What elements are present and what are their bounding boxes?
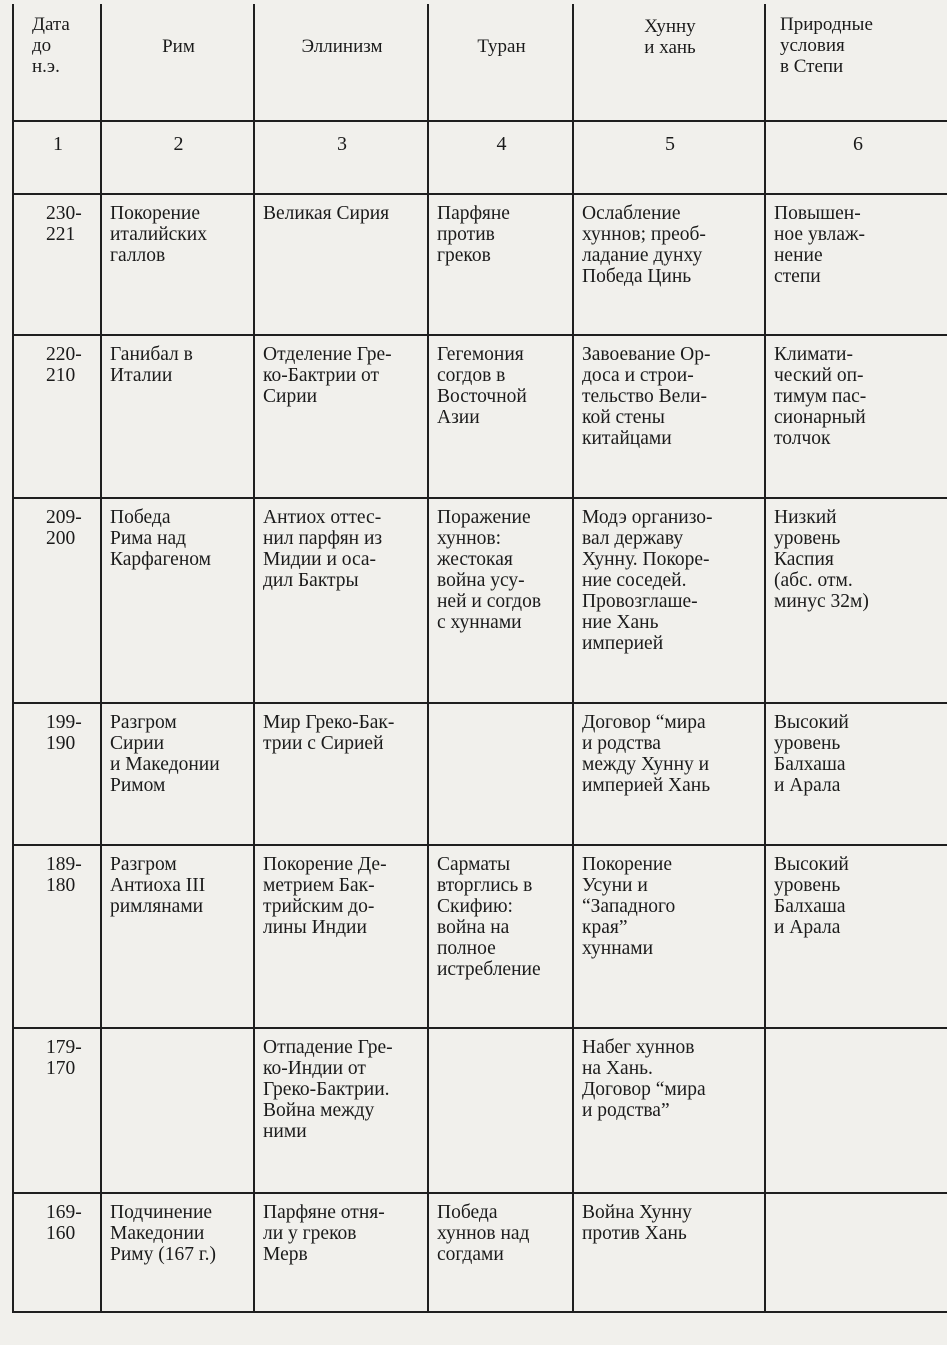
column-number: 6 bbox=[765, 121, 947, 194]
steppe-cell bbox=[765, 1193, 947, 1312]
turan-cell: Парфяне против греков bbox=[428, 194, 573, 335]
header-hellenism: Эллинизм bbox=[254, 4, 428, 121]
hellenism-cell: Великая Сирия bbox=[254, 194, 428, 335]
steppe-cell: Низкий уровень Каспия (абс. отм. минус 32м) bbox=[765, 498, 947, 703]
steppe-cell: Высокий уровень Балхаша и Арала bbox=[765, 845, 947, 1028]
column-number: 1 bbox=[13, 121, 101, 194]
header-date: Дата до н.э. bbox=[13, 4, 101, 121]
date-cell: 230- 221 bbox=[13, 194, 101, 335]
rome-cell: Разгром Антиоха III римлянами bbox=[101, 845, 254, 1028]
date-cell: 209- 200 bbox=[13, 498, 101, 703]
steppe-cell: Высокий уровень Балхаша и Арала bbox=[765, 703, 947, 845]
table-row bbox=[13, 498, 947, 703]
steppe-cell: Климати- ческий оп- тимум пас- сионарный толчок bbox=[765, 335, 947, 498]
date-cell: 199- 190 bbox=[13, 703, 101, 845]
hellenism-cell: Парфяне отня- ли у греков Мерв bbox=[254, 1193, 428, 1312]
chronology-table bbox=[12, 4, 947, 1313]
rome-cell: Подчинение Македонии Риму (167 г.) bbox=[101, 1193, 254, 1312]
rome-cell bbox=[101, 1028, 254, 1193]
column-number: 4 bbox=[428, 121, 573, 194]
turan-cell: Поражение хуннов: жестокая война усу- ней и согдов с хуннами bbox=[428, 498, 573, 703]
turan-cell bbox=[428, 1028, 573, 1193]
rome-cell: Разгром Сирии и Македонии Римом bbox=[101, 703, 254, 845]
table-row bbox=[13, 703, 947, 845]
column-number: 3 bbox=[254, 121, 428, 194]
header-rome: Рим bbox=[101, 4, 254, 121]
steppe-cell bbox=[765, 1028, 947, 1193]
date-cell: 179- 170 bbox=[13, 1028, 101, 1193]
table-row bbox=[13, 335, 947, 498]
xiongnu-han-cell: Набег хуннов на Хань. Договор “мира и родства” bbox=[573, 1028, 765, 1193]
turan-cell: Гегемония согдов в Восточной Азии bbox=[428, 335, 573, 498]
xiongnu-han-cell: Ослабление хуннов; преоб- ладание дунху Победа Цинь bbox=[573, 194, 765, 335]
steppe-cell: Повышен- ное увлаж- нение степи bbox=[765, 194, 947, 335]
hellenism-cell: Отпадение Гре- ко-Индии от Греко-Бактрии. Война между ними bbox=[254, 1028, 428, 1193]
xiongnu-han-cell: Война Хунну против Хань bbox=[573, 1193, 765, 1312]
date-cell: 169- 160 bbox=[13, 1193, 101, 1312]
xiongnu-han-cell: Договор “мира и родства между Хунну и империей Хань bbox=[573, 703, 765, 845]
column-number: 2 bbox=[101, 121, 254, 194]
hellenism-cell: Мир Греко-Бак- трии с Сирией bbox=[254, 703, 428, 845]
xiongnu-han-cell: Покорение Усуни и “Западного края” хуннами bbox=[573, 845, 765, 1028]
hellenism-cell: Отделение Гре- ко-Бактрии от Сирии bbox=[254, 335, 428, 498]
table-row bbox=[13, 845, 947, 1028]
date-cell: 189- 180 bbox=[13, 845, 101, 1028]
header-row bbox=[13, 4, 947, 121]
rome-cell: Победа Рима над Карфагеном bbox=[101, 498, 254, 703]
column-number-row bbox=[13, 121, 947, 194]
column-number: 5 bbox=[573, 121, 765, 194]
xiongnu-han-cell: Модэ организо- вал державу Хунну. Покоре- ние соседей. Провозглаше- ние Хань империей bbox=[573, 498, 765, 703]
hellenism-cell: Покорение Де- метрием Бак- трийским до- лины Индии bbox=[254, 845, 428, 1028]
header-turan: Туран bbox=[428, 4, 573, 121]
date-cell: 220- 210 bbox=[13, 335, 101, 498]
turan-cell bbox=[428, 703, 573, 845]
rome-cell: Покорение италийских галлов bbox=[101, 194, 254, 335]
table-row bbox=[13, 1193, 947, 1312]
xiongnu-han-cell: Завоевание Ор- доса и строи- тельство Вели- кой стены китайцами bbox=[573, 335, 765, 498]
header-steppe-conditions: Природные условия в Степи bbox=[765, 4, 947, 121]
rome-cell: Ганибал в Италии bbox=[101, 335, 254, 498]
turan-cell: Победа хуннов над согдами bbox=[428, 1193, 573, 1312]
table-row bbox=[13, 1028, 947, 1193]
header-xiongnu-han: Хунну и хань bbox=[573, 4, 765, 121]
table-row bbox=[13, 194, 947, 335]
turan-cell: Сарматы вторглись в Скифию: война на полное истребление bbox=[428, 845, 573, 1028]
hellenism-cell: Антиох оттес- нил парфян из Мидии и оса- дил Бактры bbox=[254, 498, 428, 703]
